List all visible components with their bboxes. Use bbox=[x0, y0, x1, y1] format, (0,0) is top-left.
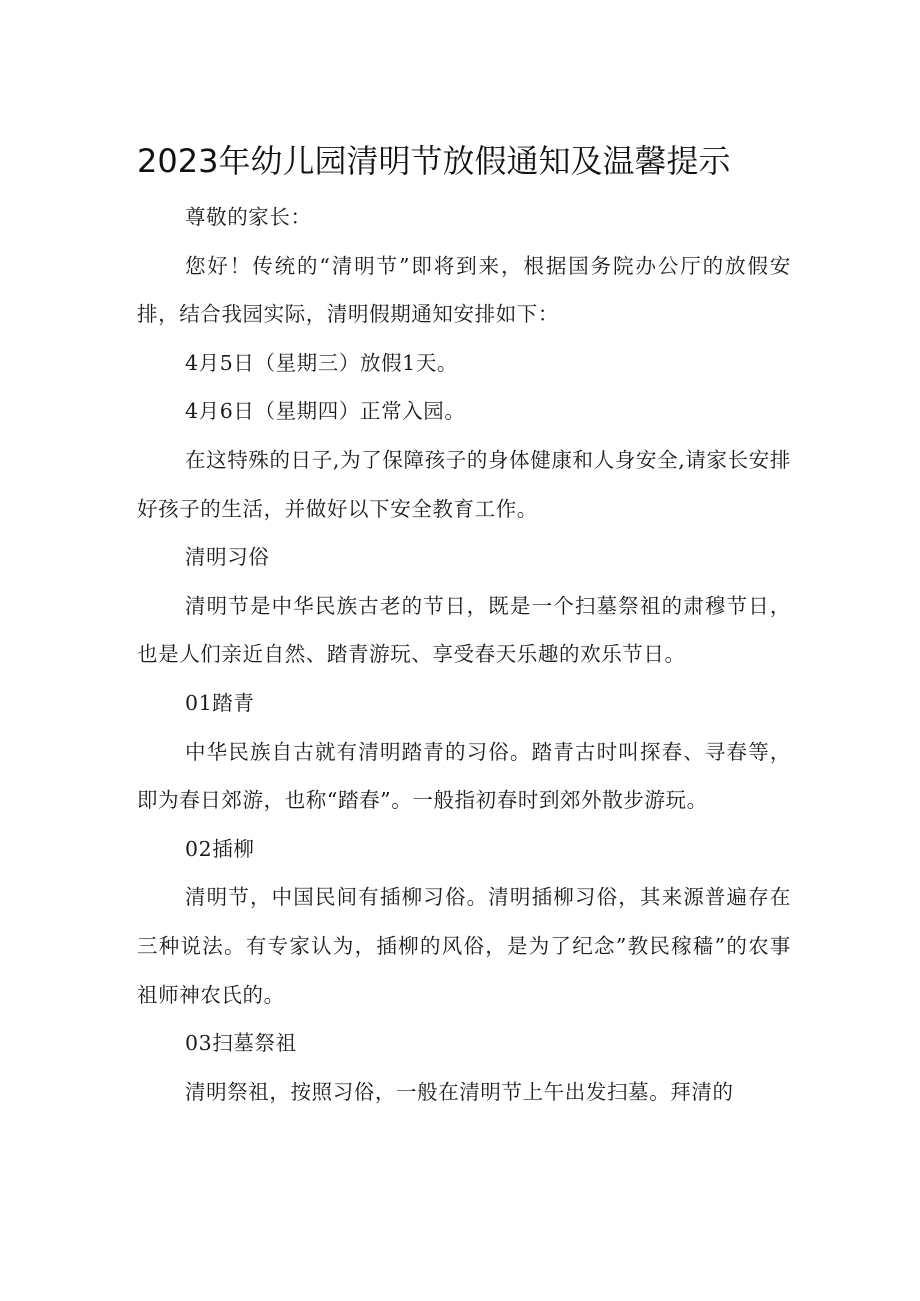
paragraph-holiday-date: 4月5日（星期三）放假1天。 bbox=[185, 350, 459, 375]
paragraph-return-date: 4月6日（星期四）正常入园。 bbox=[185, 399, 466, 424]
paragraph-willow: 清明节，中国民间有插柳习俗。清明插柳习俗，其来源普遍存在三种说法。有专家认为，插柳的风俗，是为了纪念”教民稼穑”的农事祖师神农氏的。 bbox=[137, 885, 791, 1007]
document-body bbox=[137, 193, 791, 1116]
paragraph-safety: 在这特殊的日子,为了保障孩子的身体健康和人身安全,请家长安排好孩子的生活，并做好以下安全教育工作。 bbox=[137, 447, 791, 521]
paragraph-greeting: 您好！传统的“清明节”即将到来，根据国务院办公厅的放假安排，结合我园实际，清明假期通知安排如下： bbox=[137, 253, 791, 327]
section-heading-customs: 清明习俗 bbox=[185, 545, 270, 570]
document-title: 2023年幼儿园清明节放假通知及温馨提示 bbox=[137, 142, 731, 180]
salutation: 尊敬的家长： bbox=[185, 205, 312, 229]
subheading-willow: 02插柳 bbox=[185, 836, 255, 861]
paragraph-outing: 中华民族自古就有清明踏青的习俗。踏青古时叫探春、寻春等，即为春日郊游，也称“踏春”。一般指初春时到郊外散步游玩。 bbox=[137, 739, 791, 813]
subheading-tomb-sweeping: 03扫墓祭祖 bbox=[185, 1031, 297, 1056]
paragraph-tomb-sweeping: 清明祭祖，按照习俗，一般在清明节上午出发扫墓。拜清的 bbox=[185, 1079, 734, 1104]
subheading-outing: 01踏青 bbox=[185, 690, 255, 715]
paragraph-customs-intro: 清明节是中华民族古老的节日，既是一个扫墓祭祖的肃穆节日，也是人们亲近自然、踏青游玩、享受春天乐趣的欢乐节日。 bbox=[137, 593, 791, 667]
